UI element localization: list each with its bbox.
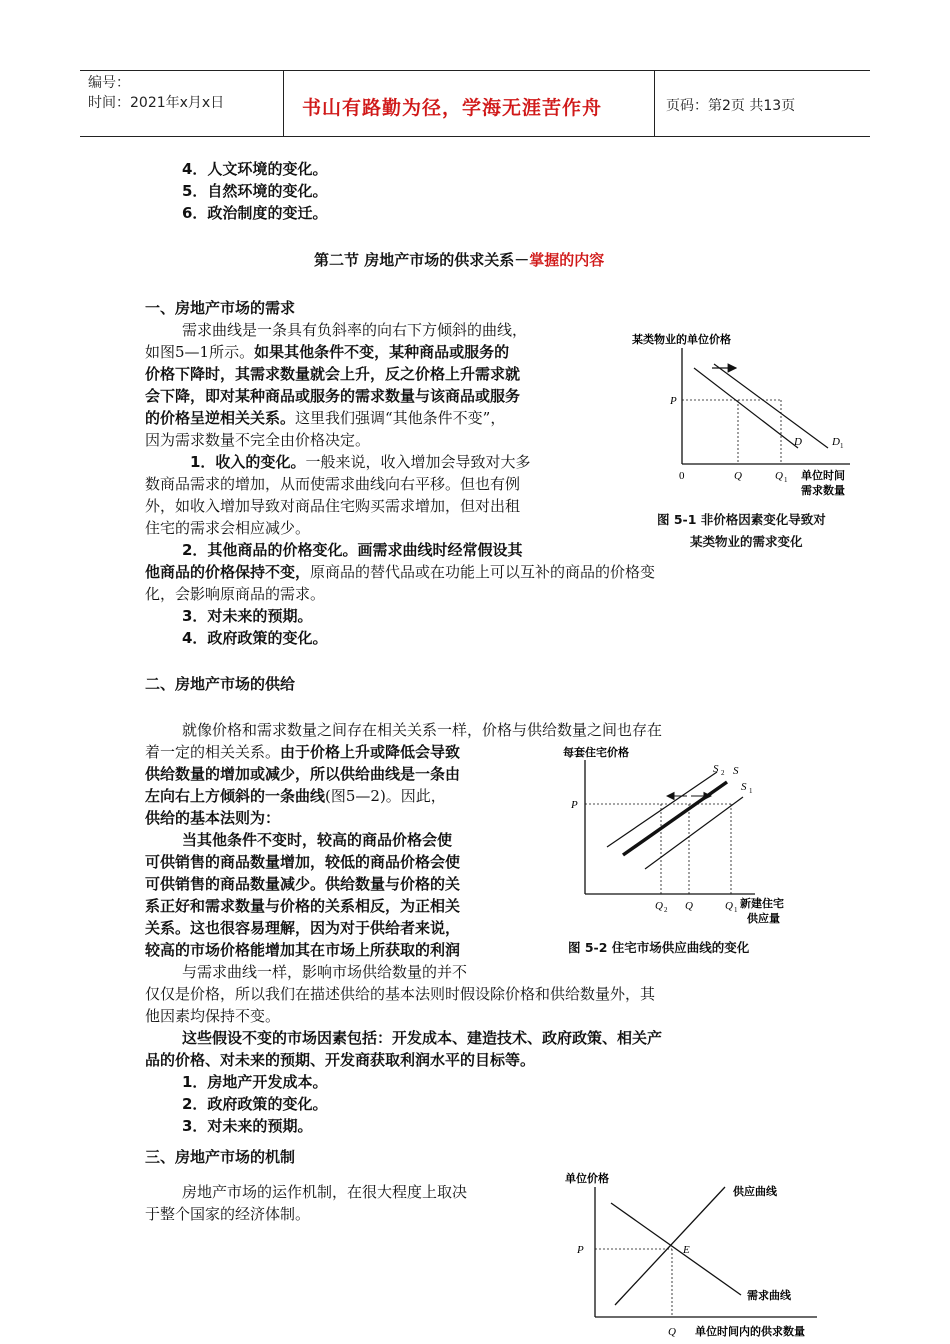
factor2-text: 原商品的替代品或在功能上可以互补的商品的价格变	[310, 563, 656, 581]
fig1-xlabel-2: 需求数量	[801, 485, 845, 497]
header-divider-left	[283, 70, 284, 136]
fig1-d-label: D	[794, 436, 802, 448]
supply-item-1: 1．房地产开发成本。	[182, 1073, 328, 1091]
fig1-origin-label: 0	[679, 470, 685, 482]
demand-factor2-line3: 化，会影响原商品的需求。	[145, 585, 326, 603]
intro-item-6: 6．政治制度的变迁。	[182, 204, 328, 222]
fig2-p-label: P	[571, 799, 578, 811]
fig1-d1-label: D	[832, 436, 840, 448]
supply-law-line4: 系正好和需求数量与价格的关系相反，为正相关	[145, 897, 461, 915]
fig3-supply-label: 供应曲线	[733, 1186, 777, 1198]
supply-law-line3: 可供销售的商品数量减少。供给数量与价格的关	[145, 875, 461, 893]
supply-p1-line4	[145, 786, 446, 807]
demand-factor3: 3．对未来的预期。	[182, 607, 313, 625]
supply-law-line5: 关系。这也很容易理解，因为对于供给者来说，	[145, 919, 461, 937]
fig1-caption-2: 某类物业的需求变化	[690, 534, 803, 549]
demand-factor4: 4．政府政策的变化。	[182, 629, 328, 647]
fig2-q1-label: Q	[725, 900, 733, 912]
mechanism-p1-line2: 于整个国家的经济体制。	[145, 1205, 311, 1223]
demand-p1-line4: 会下降，即对某种商品或服务的需求数量与该商品或服务	[145, 387, 521, 405]
demand-heading: 一、房地产市场的需求	[145, 299, 296, 317]
supply-figure-ref: (图5—2)。因此，	[325, 787, 446, 805]
fig3-xlabel: 单位时间内的供求数量	[695, 1326, 805, 1338]
demand-figure-ref: 如图5—1所示。	[145, 343, 255, 361]
demand-factor2-line2	[145, 562, 655, 583]
header-date: 时间：2021年x月x日	[88, 95, 225, 111]
supply-law-line2: 可供销售的商品数量增加，较低的商品价格会使	[145, 853, 461, 871]
fig1-caption-1: 图 5-1 非价格因素变化导致对	[657, 512, 826, 527]
supply-p4-line2: 品的价格、对未来的预期、开发商获取利润水平的目标等。	[145, 1051, 536, 1069]
header-divider-right	[654, 70, 655, 136]
fig3-q-label: Q	[668, 1326, 676, 1338]
supply-law-line1: 当其他条件不变时，较高的商品价格会使	[182, 831, 453, 849]
figure-5-2-supply-shift	[555, 742, 805, 932]
fig2-xlabel-2: 供应量	[747, 913, 780, 925]
demand-factor1-line2: 数商品需求的增加，从而使需求曲线向右平移。但也有例	[145, 475, 521, 493]
fig2-s1-label: S	[741, 781, 747, 793]
demand-factor2-line1: 2．其他商品的价格变化。画需求曲线时经常假设其	[182, 541, 523, 559]
fig2-s2-label: S	[713, 763, 719, 775]
supply-bold-start: 由于价格上升或降低会导致	[280, 743, 461, 761]
factor1-text: 一般来说，收入增加会导致对大多	[305, 453, 531, 471]
header-motto: 书山有路勤为径，学海无涯苦作舟	[302, 97, 603, 119]
supply-bold-end: 左向右上方倾斜的一条曲线	[145, 787, 326, 805]
fig2-q2-sub: 2	[664, 906, 668, 914]
fig2-caption: 图 5-2 住宅市场供应曲线的变化	[568, 940, 750, 955]
fig2-s-label: S	[733, 765, 739, 777]
demand-factor1-line1	[190, 452, 530, 473]
supply-law-line6: 较高的市场价格能增加其在市场上所获取的利润	[145, 941, 461, 959]
supply-p1-line3: 供给数量的增加或减少，所以供给曲线是一条由	[145, 765, 461, 783]
demand-law-start: 如果其他条件不变，某种商品或服务的	[254, 343, 510, 361]
fig3-supply-curve	[615, 1187, 725, 1305]
demand-factor1-line4: 住宅的需求会相应减少。	[145, 519, 311, 537]
supply-p3-line1: 与需求曲线一样，影响市场供给数量的并不	[182, 963, 468, 981]
fig2-s1-sub: 1	[749, 787, 753, 795]
fig2-curve-s2	[607, 772, 717, 847]
mechanism-heading: 三、房地产市场的机制	[145, 1148, 296, 1166]
section-title-main: 第二节 房地产市场的供求关系－	[314, 251, 530, 269]
fig3-demand-curve	[611, 1203, 741, 1295]
fig2-q2-label: Q	[655, 900, 663, 912]
fig1-curve-d1	[714, 364, 828, 448]
supply-p4-line1: 这些假设不变的市场因素包括：开发成本、建造技术、政府政策、相关产	[182, 1029, 663, 1047]
supply-p1-line2	[145, 742, 460, 763]
fig1-q-label: Q	[734, 470, 742, 482]
header-number: 编号：	[88, 75, 130, 91]
fig2-q-label: Q	[685, 900, 693, 912]
demand-p1-line2	[145, 342, 509, 363]
demand-p1-line6: 因为需求数量不完全由价格决定。	[145, 431, 371, 449]
fig2-ylabel: 每套住宅价格	[563, 747, 629, 759]
header-top-rule	[80, 70, 870, 71]
supply-item-2: 2．政府政策的变化。	[182, 1095, 328, 1113]
fig3-p-label: P	[577, 1244, 584, 1256]
section-title	[314, 250, 604, 271]
supply-intro: 着一定的相关关系。	[145, 743, 281, 761]
demand-p1-line3: 价格下降时，其需求数量就会上升，反之价格上升需求就	[145, 365, 521, 383]
fig1-q1-label: Q	[775, 470, 783, 482]
figure-market-equilibrium	[555, 1165, 835, 1344]
header-bottom-rule	[80, 136, 870, 137]
fig2-curve-s1	[645, 797, 743, 869]
factor1-title: 1．收入的变化。	[190, 453, 306, 471]
fig1-p-label: P	[670, 395, 677, 407]
supply-heading: 二、房地产市场的供给	[145, 675, 296, 693]
supply-p1-line5: 供给的基本法则为：	[145, 809, 281, 827]
fig1-d1-sub: 1	[840, 442, 844, 450]
fig1-curve-d	[694, 368, 798, 448]
fig1-ylabel: 某类物业的单位价格	[632, 334, 731, 346]
fig2-curve-s	[623, 782, 727, 855]
intro-item-4: 4．人文环境的变化。	[182, 160, 328, 178]
factor2-bold: 他商品的价格保持不变，	[145, 563, 311, 581]
demand-p1-line1: 需求曲线是一条具有负斜率的向右下方倾斜的曲线，	[182, 321, 528, 339]
supply-p3-line2: 仅仅是价格，所以我们在描述供给的基本法则时假设除价格和供给数量外，其	[145, 985, 656, 1003]
fig3-ylabel: 单位价格	[565, 1173, 609, 1185]
intro-item-5: 5．自然环境的变化。	[182, 182, 328, 200]
section-title-highlight: 掌握的内容	[529, 251, 605, 269]
mechanism-p1-line1: 房地产市场的运作机制，在很大程度上取决	[182, 1183, 468, 1201]
header-page-info: 页码：第2页 共13页	[666, 98, 796, 114]
demand-law-end: 的价格呈逆相关关系。	[145, 409, 296, 427]
fig2-q1-sub: 1	[734, 906, 738, 914]
supply-item-3: 3．对未来的预期。	[182, 1117, 313, 1135]
fig3-e-label: E	[683, 1244, 690, 1256]
fig2-s2-sub: 2	[721, 769, 725, 777]
fig1-xlabel-1: 单位时间	[801, 470, 845, 482]
supply-p3-line3: 他因素均保持不变。	[145, 1007, 281, 1025]
fig3-demand-label: 需求曲线	[747, 1290, 791, 1302]
demand-factor1-line3: 外，如收入增加导致对商品住宅购买需求增加，但对出租	[145, 497, 521, 515]
demand-emphasis: 这里我们强调“其他条件不变”，	[295, 409, 506, 427]
demand-p1-line5	[145, 408, 505, 429]
fig2-xlabel-1: 新建住宅	[740, 898, 784, 910]
fig1-q1-sub: 1	[784, 476, 788, 484]
supply-p1-line1: 就像价格和需求数量之间存在相关关系一样，价格与供给数量之间也存在	[182, 721, 663, 739]
